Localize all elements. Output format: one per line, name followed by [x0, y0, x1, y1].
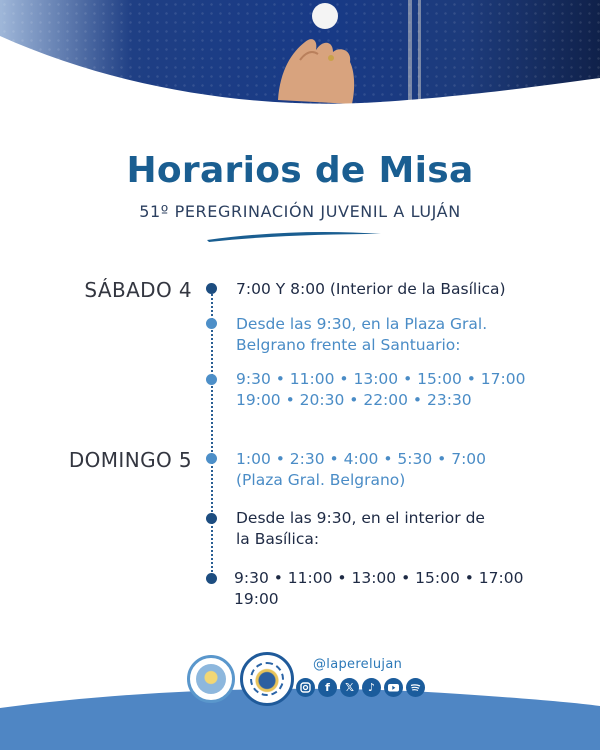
schedule-line: la Basílica:	[236, 530, 320, 548]
header-photo-hands	[0, 0, 600, 120]
schedule-entry	[236, 508, 485, 550]
title-underline-swoosh	[205, 230, 385, 244]
pilgrimage-logo	[240, 652, 294, 706]
facebook-icon[interactable]: f	[318, 678, 337, 697]
basilica-logo	[187, 655, 235, 703]
schedule-line: 9:30 • 11:00 • 13:00 • 15:00 • 17:00	[236, 370, 526, 388]
timeline-dot	[206, 374, 217, 385]
timeline-dot	[206, 573, 217, 584]
schedule-line: Desde las 9:30, en el interior de	[236, 509, 485, 527]
timeline-dot	[206, 318, 217, 329]
social-handle[interactable]: @laperelujan	[313, 657, 403, 672]
schedule-line: Desde las 9:30, en la Plaza Gral.	[236, 315, 488, 333]
schedule-line: 7:00 Y 8:00 (Interior de la Basílica)	[236, 280, 506, 298]
schedule-line: (Plaza Gral. Belgrano)	[236, 471, 406, 489]
day-label-sunday: DOMINGO 5	[68, 448, 192, 472]
youtube-icon[interactable]	[384, 678, 403, 697]
spotify-icon[interactable]	[406, 678, 425, 697]
schedule-line: 19:00 • 20:30 • 22:00 • 23:30	[236, 391, 472, 409]
schedule-entry	[236, 449, 486, 491]
x-icon[interactable]: 𝕏	[340, 678, 359, 697]
instagram-icon[interactable]	[296, 678, 315, 697]
schedule-entry	[236, 369, 525, 411]
day-label-saturday: SÁBADO 4	[84, 278, 192, 302]
schedule-entry	[236, 314, 487, 356]
timeline-dot	[206, 453, 217, 464]
timeline-dot	[206, 283, 217, 294]
schedule-line: 19:00	[234, 590, 279, 608]
schedule-entry	[236, 279, 506, 300]
schedule-line: Belgrano frente al Santuario:	[236, 336, 461, 354]
schedule-line: 1:00 • 2:30 • 4:00 • 5:30 • 7:00	[236, 450, 487, 468]
timeline-line	[211, 290, 213, 580]
tiktok-icon[interactable]: ♪	[362, 678, 381, 697]
page-subtitle: 51º PEREGRINACIÓN JUVENIL A LUJÁN	[139, 202, 461, 221]
header-photo	[0, 0, 600, 120]
schedule-line: 9:30 • 11:00 • 13:00 • 15:00 • 17:00	[234, 569, 524, 587]
page-title: Horarios de Misa	[126, 150, 474, 191]
schedule-entry	[234, 568, 523, 610]
timeline-dot	[206, 513, 217, 524]
